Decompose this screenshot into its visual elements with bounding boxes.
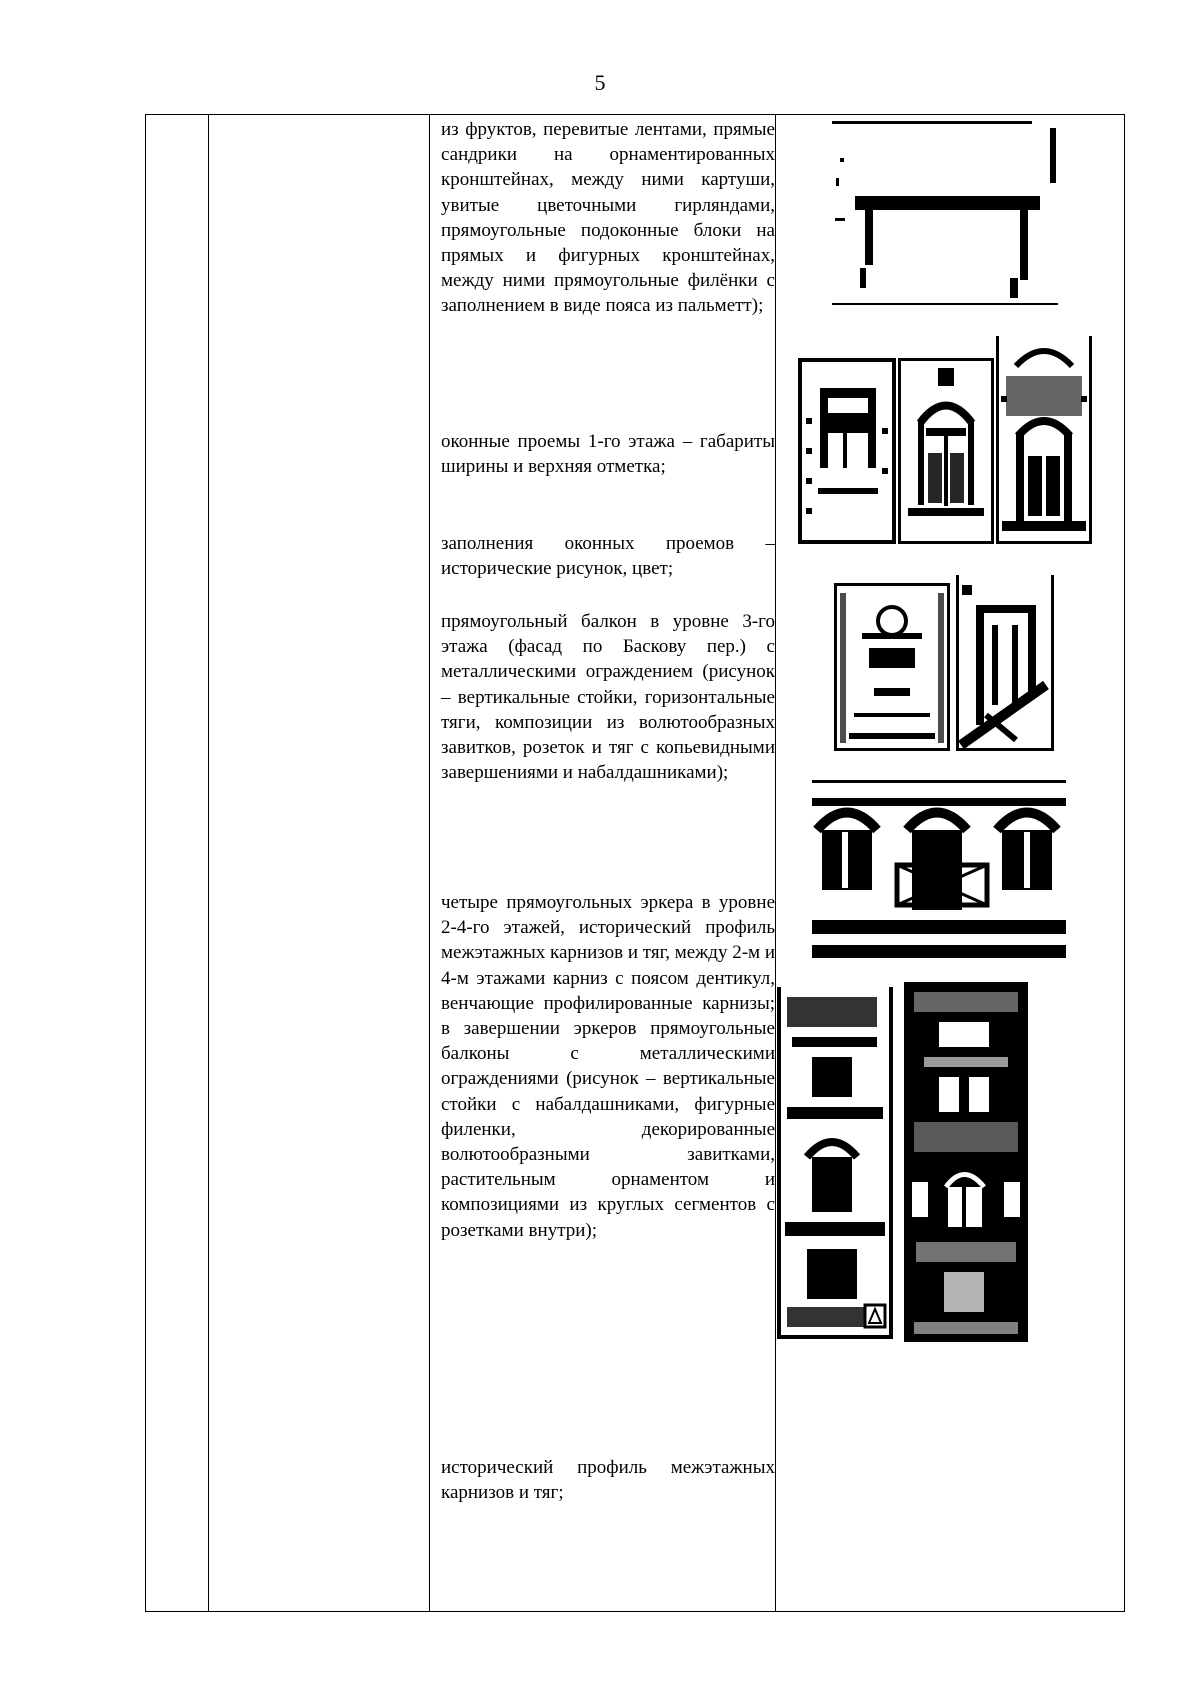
page-number: 5 (594, 70, 606, 95)
column-divider (429, 115, 430, 1611)
column-divider (208, 115, 209, 1611)
facade-photo-window-3 (996, 336, 1092, 544)
facade-photo-balcony-2 (956, 575, 1054, 751)
description-column (441, 115, 775, 1611)
paragraph-cornice-profile: исторический профиль межэтажных карнизов и тяг; (441, 1457, 775, 1504)
facade-photo-balcony-railing (812, 780, 1066, 958)
facade-photo-balcony-1 (834, 583, 950, 751)
paragraph-bay-windows: четыре прямоугольных эркера в уровне 2-4-го этажей, исторический профиль межэтажных карнизов и тяг, между 2-м и 4-м этажами карниз с поясом дентикул, венчающие профилированные карнизы; в завершении эркеров прямоугольные балконы с металлическими ограждениями (рисунок – вертикальные стойки с набалдашниками, фигурные филенки, декорированные волютообразными завитками, растительным орнаментом и композициями из круглых сегментов с розетками внутри); (441, 892, 775, 1241)
facade-photo-window-2 (898, 358, 994, 544)
facade-photo-bay-window-2 (904, 982, 1028, 1342)
column-divider (775, 115, 776, 1611)
paragraph-window-decor: из фруктов, перевитые лентами, прямые сандрики на орнаментированных кронштейнах, между ними картуши, увитые цветочными гирляндами, прямоугольные подоконные блоки на прямых и фигурных кронштейнах, между ними прямоугольные филёнки с заполнением в виде пояса из пальметт); (441, 119, 775, 317)
facade-photo-window-1 (798, 358, 896, 544)
paragraph-balcony: прямоугольный балкон в уровне 3-го этажа (фасад по Баскову пер.) с металлическими ограждением (рисунок – вертикальные стойки, горизонтальные тяги, композиции из волютообразных завитков, розеток и тяг с копьевидными завершениями и набалдашниками); (441, 611, 775, 784)
facade-photo-bay-window-1 (777, 987, 893, 1339)
paragraph-first-floor-windows: оконные проемы 1-го этажа – габариты ширины и верхняя отметка; (441, 431, 775, 478)
facade-photo-window-pediment (830, 118, 1062, 308)
paragraph-window-fillings: заполнения оконных проемов – исторические рисунок, цвет; (441, 533, 775, 580)
